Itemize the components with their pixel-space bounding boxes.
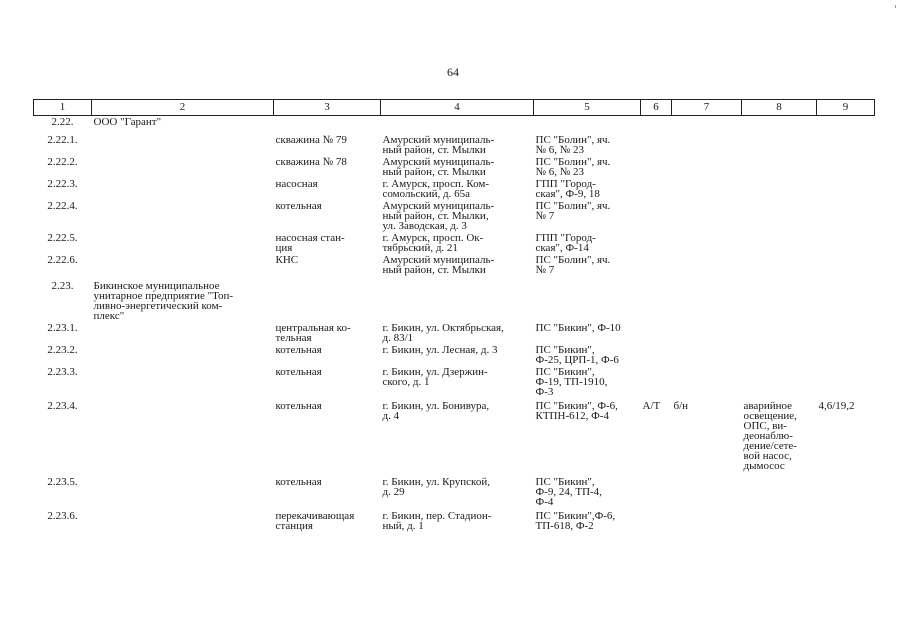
item-number: 2.22. [51,116,74,128]
object-address [381,116,534,134]
power-source: ПС "Бикин",Ф-6, ТП-618, Ф-2 [535,509,616,532]
object-name: скважина № 78 [275,155,347,168]
object-name: котельная [275,475,322,488]
column-header-3: 3 [274,100,381,116]
object-name: котельная [275,365,322,378]
col6-value [641,476,672,510]
item-number: 2.22.4. [47,199,78,212]
organization-name [92,344,274,366]
item-number: 2.22.1. [47,133,78,146]
col9-value [817,156,875,178]
col7-value [672,200,742,232]
col7-value [672,232,742,254]
organization-name [92,400,274,476]
object-name: насосная стан- ция [275,231,345,254]
item-number: 2.22.5. [47,231,78,244]
column-header-9: 9 [817,100,875,116]
column-header-7: 7 [672,100,742,116]
col9-value [817,134,875,156]
power-source: ПС "Бикин", Ф-10 [535,321,621,334]
object-name [274,116,381,134]
column-header-4: 4 [381,100,534,116]
object-address: Амурский муниципаль- ный район, ст. Мылки [382,133,495,156]
col8-value [742,344,817,366]
col6-value [641,156,672,178]
object-name: котельная [275,343,322,356]
column-header-1: 1 [34,100,92,116]
col6-value [641,510,672,540]
col9-value [817,278,875,322]
object-address: г. Амурск, просп. Ком- сомольский, д. 65а [382,177,490,200]
col7-value [672,134,742,156]
col8-value [742,200,817,232]
power-source [534,116,641,134]
power-source: ПС "Бикин", Ф-6, КТПН-612, Ф-4 [535,399,618,422]
col7-value [672,344,742,366]
col9-value [817,254,875,278]
col7-value [672,278,742,322]
col9-value [817,510,875,540]
item-number: 2.23.3. [47,365,78,378]
col9-value [817,116,875,134]
organization-name [92,254,274,278]
col8-value: аварийное освещение, ОПС, ви- деонаблю- дение/сете- вой насос, дымосос [743,399,797,472]
col7-value [672,116,742,134]
organization-name [92,510,274,540]
col6-value [641,322,672,344]
organization-name: ООО "Гарант" [93,116,162,128]
col8-value [742,476,817,510]
col8-value [742,254,817,278]
power-source: ПС "Болин", яч. № 7 [535,253,611,276]
table-row [34,476,875,510]
table-row [34,178,875,200]
col6-value: А/Т [642,399,661,412]
table-row [34,510,875,540]
col6-value [641,366,672,400]
power-source: ПС "Болин", яч. № 7 [535,199,611,222]
item-number: 2.23.5. [47,475,78,488]
object-name: перекачивающая станция [275,509,355,532]
col8-value [742,366,817,400]
col6-value [641,278,672,322]
organization-name [92,322,274,344]
object-name: насосная [275,177,318,190]
power-source: ПС "Бикин", Ф-9, 24, ТП-4, Ф-4 [535,475,602,508]
table-row [34,156,875,178]
item-number: 2.22.2. [47,155,78,168]
col7-value [672,178,742,200]
object-address: Амурский муниципаль- ный район, ст. Мылки, ул. Заводская, д. 3 [382,199,495,232]
col9-value [817,476,875,510]
col8-value [742,232,817,254]
col6-value [641,178,672,200]
col7-value [672,254,742,278]
item-number: 2.23.2. [47,343,78,356]
table-row [34,232,875,254]
col7-value [672,510,742,540]
col9-value [817,200,875,232]
item-number: 2.22.3. [47,177,78,190]
object-address: г. Бикин, пер. Стадион- ный, д. 1 [382,509,492,532]
organization-name [92,476,274,510]
power-source: ПС "Бикин", Ф-25, ЦРП-1, Ф-6 [535,343,619,366]
object-address: г. Бикин, ул. Лесная, д. 3 [382,343,498,356]
col7-value [672,322,742,344]
col7-value [672,476,742,510]
col6-value [641,200,672,232]
item-number: 2.23.4. [47,399,78,412]
object-address: Амурский муниципаль- ный район, ст. Мылки [382,155,495,178]
col6-value [641,134,672,156]
col6-value [641,254,672,278]
organization-name [92,366,274,400]
table-row [34,344,875,366]
col9-value [817,344,875,366]
col7-value [672,366,742,400]
col8-value [742,178,817,200]
table-row [34,254,875,278]
page-number: 64 [447,65,459,79]
object-address: г. Бикин, ул. Дзержин- ского, д. 1 [382,365,488,388]
column-header-2: 2 [92,100,274,116]
object-name: котельная [275,399,322,412]
object-name: котельная [275,199,322,212]
col6-value [641,344,672,366]
power-source: ПС "Болин", яч. № 6, № 23 [535,133,611,156]
organization-name [92,134,274,156]
object-address: г. Амурск, просп. Ок- тябрьский, д. 21 [382,231,484,254]
power-source: ПС "Болин", яч. № 6, № 23 [535,155,611,178]
object-address [381,278,534,322]
col8-value [742,116,817,134]
col8-value [742,322,817,344]
organization-name [92,156,274,178]
organization-name: Бикинское муниципальное унитарное предприятие "Топ- ливно-энергетический ком- плекс" [93,279,234,322]
col8-value [742,278,817,322]
column-header-5: 5 [534,100,641,116]
table-row [34,366,875,400]
col7-value [672,156,742,178]
organization-name [92,232,274,254]
table-row [34,200,875,232]
table-row [34,134,875,156]
item-number: 2.23. [51,279,74,292]
object-address: Амурский муниципаль- ный район, ст. Мылки [382,253,495,276]
table-row [34,116,875,134]
object-address: г. Бикин, ул. Бонивура, д. 4 [382,399,490,422]
registry-table [33,99,875,540]
object-name [274,278,381,322]
col7-value: б/н [673,399,689,412]
col9-value [817,366,875,400]
table-row [34,278,875,322]
col9-value [817,232,875,254]
organization-name [92,178,274,200]
col9-value [817,178,875,200]
object-name: скважина № 79 [275,133,347,146]
col6-value [641,232,672,254]
header-row [34,100,875,116]
object-address: г. Бикин, ул. Крупской, д. 29 [382,475,490,498]
col8-value [742,510,817,540]
object-name: центральная ко- тельная [275,321,351,344]
col9-value [817,322,875,344]
table-body [34,116,875,540]
col8-value [742,134,817,156]
table-row [34,322,875,344]
item-number: 2.23.1. [47,321,78,334]
col6-value [641,116,672,134]
edge-mark [895,5,896,8]
col9-value: 4,6/19,2 [818,399,855,412]
object-address: г. Бикин, ул. Октябрьская, д. 83/1 [382,321,504,344]
power-source: ГПП "Город- ская", Ф-9, 18 [535,177,600,200]
object-name: КНС [275,253,299,266]
table-row [34,400,875,476]
col8-value [742,156,817,178]
power-source [534,278,641,322]
item-number: 2.22.6. [47,253,78,266]
column-header-6: 6 [641,100,672,116]
power-source: ПС "Бикин", Ф-19, ТП-1910, Ф-3 [535,365,608,398]
item-number: 2.23.6. [47,509,78,522]
organization-name [92,200,274,232]
column-header-8: 8 [742,100,817,116]
power-source: ГПП "Город- ская", Ф-14 [535,231,596,254]
